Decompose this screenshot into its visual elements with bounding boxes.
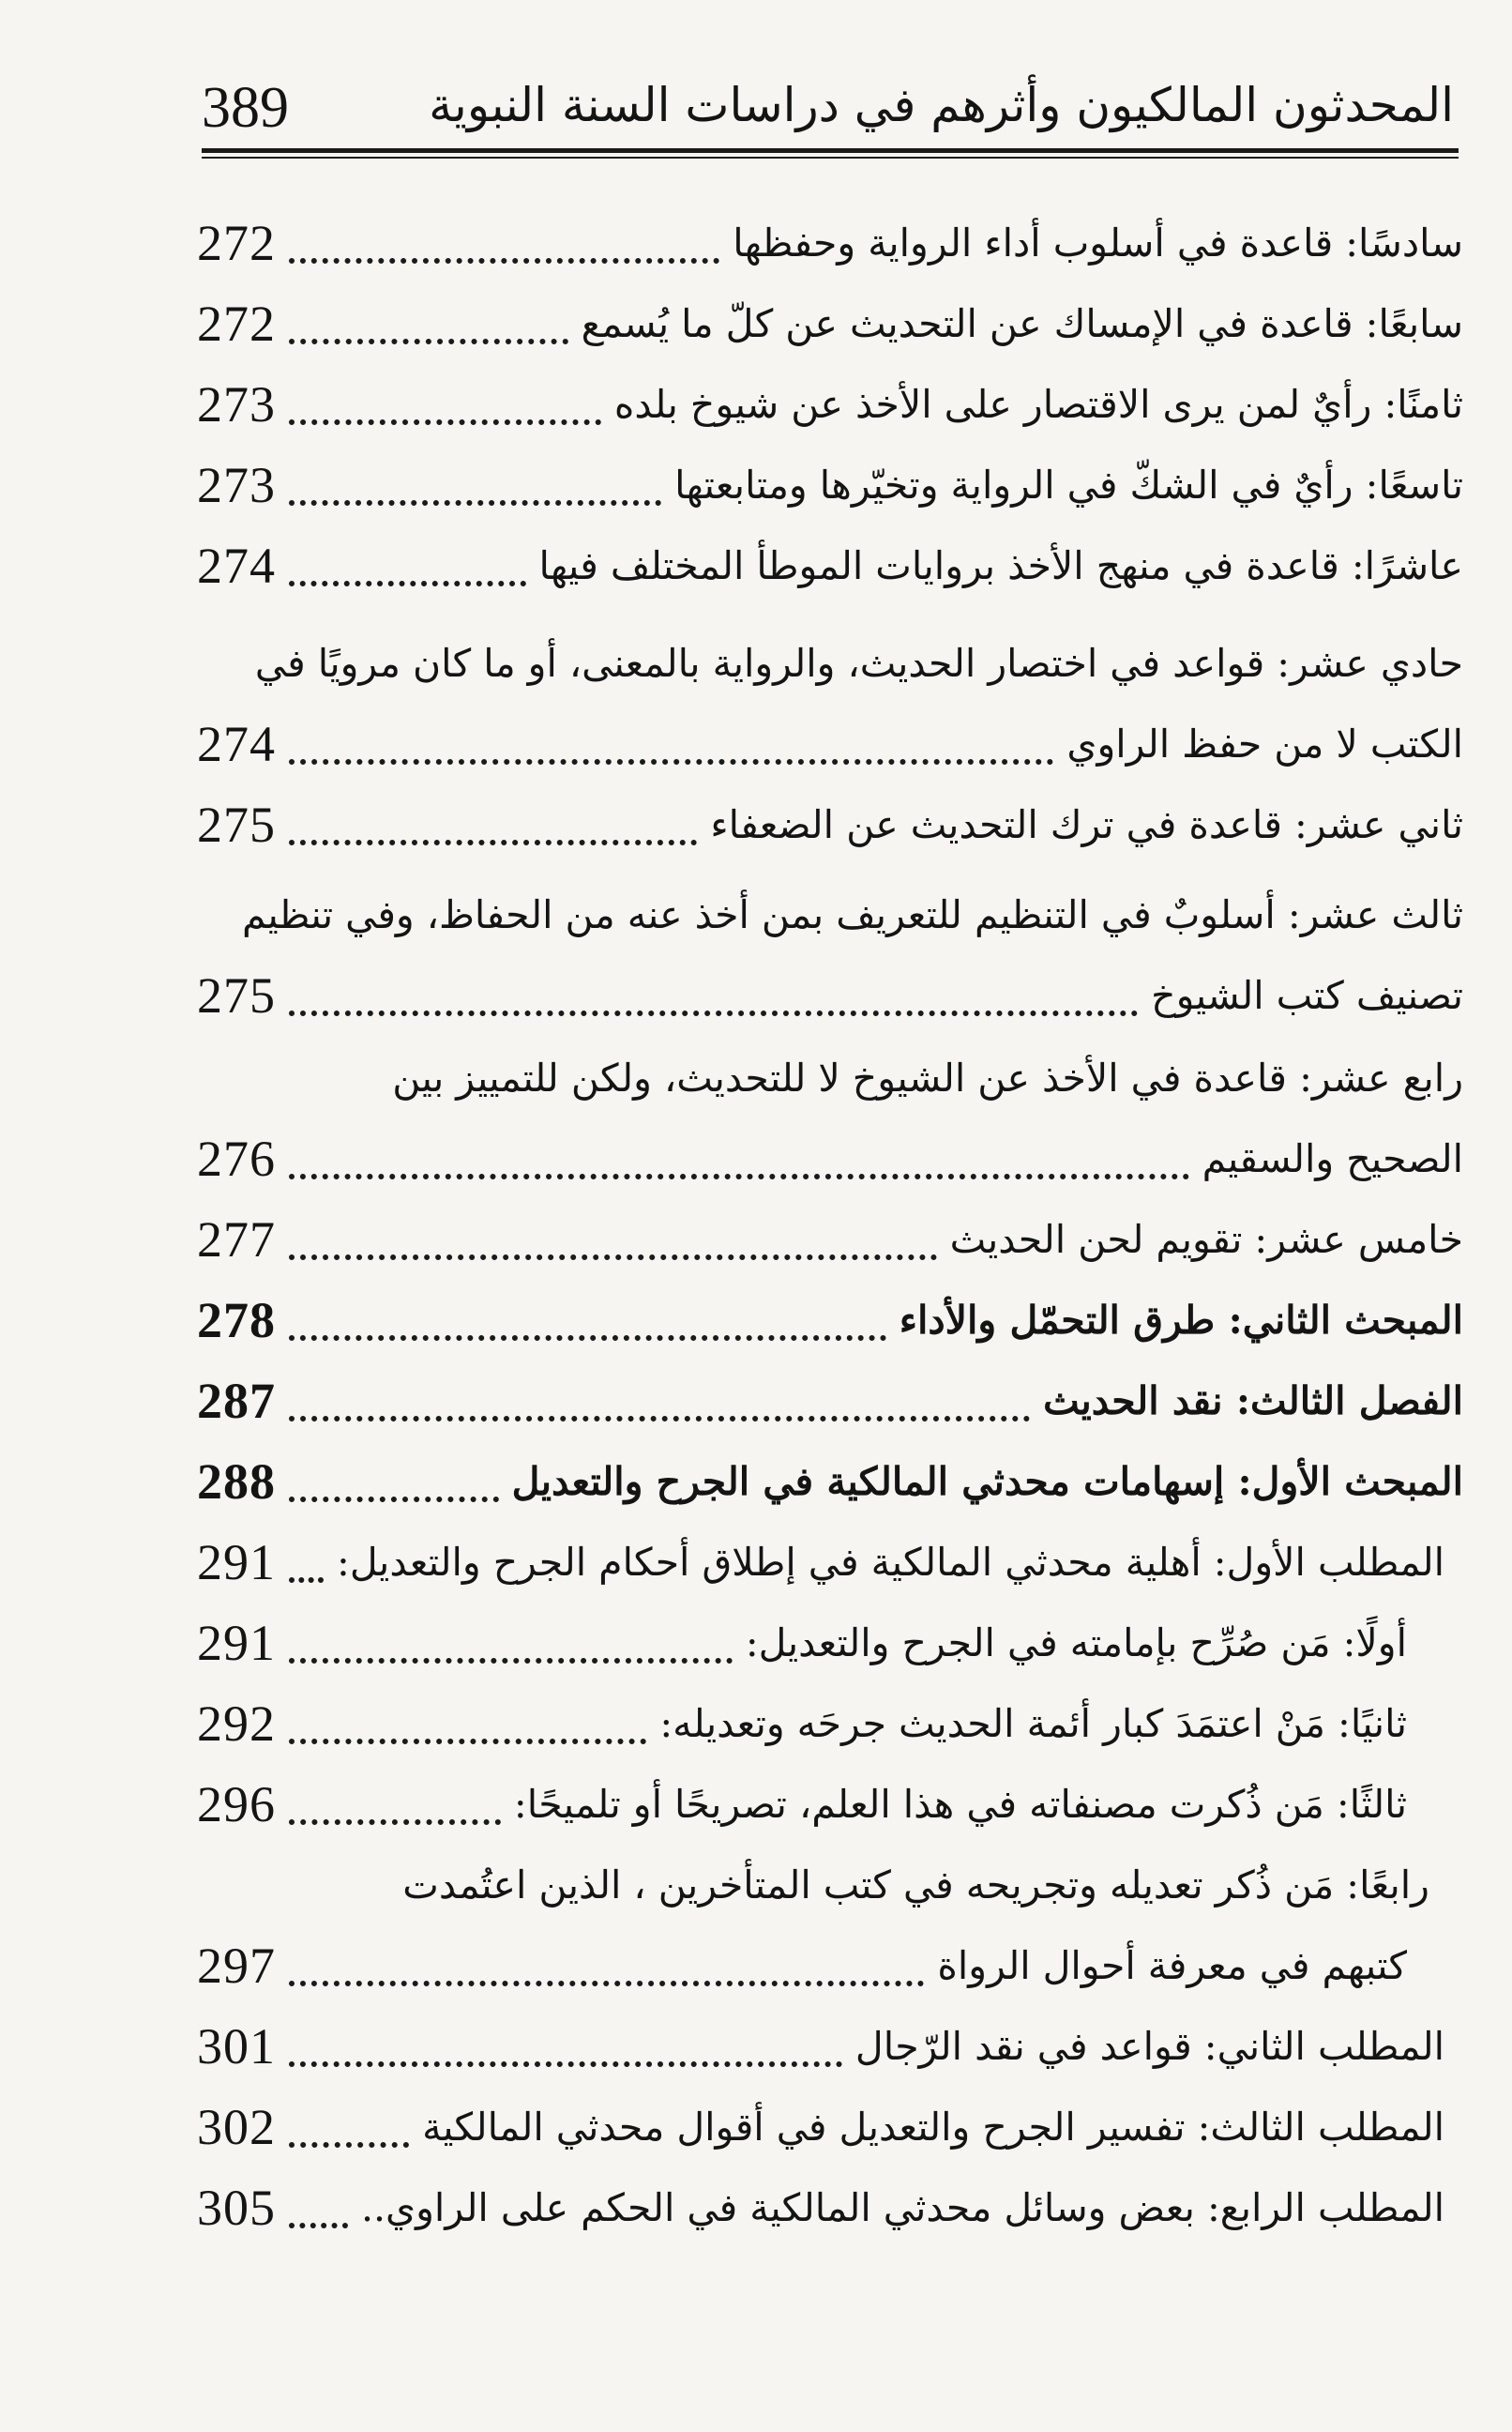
toc-entry-page: 274: [197, 716, 276, 772]
toc-entry: [197, 1522, 1444, 1603]
toc-entry-title: سادسًا: قاعدة في أسلوب أداء الرواية وحفظها: [733, 220, 1463, 266]
dot-leader: [289, 1487, 499, 1502]
dot-leader: [289, 571, 526, 586]
toc-entry-page: 301: [197, 2018, 276, 2075]
dot-leader: [289, 2213, 348, 2228]
toc-entry-page: 273: [197, 457, 276, 513]
dot-leader: [289, 1001, 1138, 1016]
toc-entry-title: ثانيًا: مَنْ اعتمَدَ كبار أئمة الحديث جرحَه وتعديله:: [659, 1701, 1407, 1746]
dot-leader: [289, 1810, 501, 1825]
toc-entry-title: أولًا: مَن صُرِّح بإمامته في الجرح والتعديل:: [745, 1620, 1407, 1665]
toc-entry-title: المطلب الثالث: تفسير الجرح والتعديل في أقوال محدثي المالكية: [422, 2105, 1444, 2150]
toc-entry-page: 296: [197, 1776, 276, 1832]
toc-entry-title: ثامنًا: رأيٌ لمن يرى الاقتصار على الأخذ عن شيوخ بلده: [613, 382, 1463, 427]
toc-entry-title: خامس عشر: تقويم لحن الحديث: [949, 1217, 1463, 1262]
toc-entry: [197, 2167, 1444, 2248]
toc-entry: [197, 2006, 1444, 2087]
toc-entry: [197, 1199, 1463, 1280]
running-title: المحدثون المالكيون وأثرهم في دراسات السنة النبوية: [429, 78, 1454, 132]
toc-entry-page: 276: [197, 1131, 276, 1187]
toc-entry-page: 275: [197, 797, 276, 853]
toc-entry: [197, 525, 1463, 606]
toc-entry-page: 288: [197, 1453, 276, 1510]
toc-chapter-entry: [197, 1360, 1463, 1441]
dot-leader: [289, 1245, 937, 1260]
dot-leader: [289, 1164, 1189, 1179]
toc-entry: [197, 1764, 1407, 1845]
toc-entry: [197, 955, 1463, 1036]
toc-entry-first-line: حادي عشر: قواعد في اختصار الحديث، والرواية بالمعنى، أو ما كان مرويًا في: [254, 641, 1463, 686]
toc-entry-first-line: رابع عشر: قاعدة في الأخذ عن الشيوخ لا للتحديث، ولكن للتمييز بين: [392, 1056, 1463, 1101]
dot-leader: [289, 1649, 733, 1664]
dot-leader: [289, 2133, 409, 2148]
dot-leader: [289, 1406, 1030, 1421]
toc-entry-page: 305: [197, 2180, 276, 2236]
toc-section-entry: [197, 1280, 1463, 1360]
toc-entry-title: كتبهم في معرفة أحوال الرواة: [937, 1943, 1407, 1988]
toc-entry: [197, 1925, 1407, 2006]
toc-section-entry: [197, 1441, 1463, 1522]
toc-entry-title: تصنيف كتب الشيوخ: [1151, 973, 1463, 1018]
dot-leader: [289, 1729, 646, 1744]
toc-entry: [197, 704, 1463, 784]
toc-entry-page: 274: [197, 538, 276, 594]
toc-entry-title: تاسعًا: رأيٌ في الشكّ في الرواية وتخيّرها ومتابعتها: [674, 463, 1463, 508]
toc-entry-page: 287: [197, 1373, 276, 1429]
toc-entry-page: 302: [197, 2099, 276, 2155]
toc-entry-title: ثاني عشر: قاعدة في ترك التحديث عن الضعفاء: [710, 802, 1463, 847]
toc-entry-page: 277: [197, 1211, 276, 1268]
header-rule: [202, 148, 1459, 153]
toc-entry-title: الكتب لا من حفظ الراوي: [1066, 722, 1463, 767]
toc-entry-title: المطلب الثاني: قواعد في نقد الرّجال: [854, 2024, 1444, 2069]
toc-entry-page: 275: [197, 967, 276, 1024]
toc-entry-page: 291: [197, 1615, 276, 1671]
dot-leader: [289, 2052, 842, 2067]
dot-leader: [289, 329, 568, 344]
toc-entry-title: المطلب الأول: أهلية محدثي المالكية في إطلاق أحكام الجرح والتعديل:: [337, 1540, 1444, 1585]
toc-entry-page: 272: [197, 215, 276, 271]
toc-entry-first-line: رابعًا: مَن ذُكر تعديله وتجريحه في كتب المتأخرين ، الذين اعتُمدت: [402, 1862, 1429, 1908]
toc-entry-page: 278: [197, 1292, 276, 1348]
dot-leader: [289, 750, 1053, 765]
toc-entry-page: 292: [197, 1695, 276, 1752]
toc-entry-title: سابعًا: قاعدة في الإمساك عن التحديث عن كلّ ما يُسمع: [581, 301, 1463, 346]
toc-entry: [197, 364, 1463, 445]
dot-leader: [289, 830, 697, 845]
dot-leader: [289, 1326, 886, 1341]
page-header: [202, 66, 1454, 160]
dot-leader: [289, 410, 601, 425]
toc-entry: [197, 445, 1463, 525]
toc-entry: [197, 1603, 1407, 1683]
dot-leader: [289, 1568, 324, 1583]
toc-entry: [197, 203, 1463, 283]
toc-entry-page: 272: [197, 296, 276, 352]
toc-entry-title: عاشرًا: قاعدة في منهج الأخذ بروايات الموطأ المختلف فيها: [538, 543, 1463, 588]
toc-entry-title: الفصل الثالث: نقد الحديث: [1043, 1378, 1463, 1423]
toc-entry-first-line: ثالث عشر: أسلوبٌ في التنظيم للتعريف بمن أخذ عنه من الحفاظ، وفي تنظيم: [242, 892, 1463, 937]
toc-entry: [197, 1118, 1463, 1199]
toc-entry: [197, 2087, 1444, 2167]
dot-leader: [289, 491, 661, 506]
toc-entry: [197, 283, 1463, 364]
toc-entry-page: 273: [197, 376, 276, 433]
toc-entry-title: المبحث الثاني: طرق التحمّل والأداء: [899, 1298, 1463, 1343]
toc-entry: [197, 1683, 1407, 1764]
toc-entry-title: المطلب الرابع: بعض وسائل محدثي المالكية في الحكم على الراوي..: [360, 2185, 1444, 2230]
toc-entry-page: 297: [197, 1938, 276, 1994]
toc-entry-page: 291: [197, 1534, 276, 1590]
header-rule-thin: [202, 157, 1459, 159]
toc-entry-title: المبحث الأول: إسهامات محدثي المالكية في الجرح والتعديل: [511, 1459, 1463, 1504]
toc-entry: [197, 784, 1463, 865]
toc-entry-title: الصحيح والسقيم: [1202, 1136, 1463, 1181]
dot-leader: [289, 249, 719, 264]
dot-leader: [289, 1971, 924, 1986]
toc-entry-title: ثالثًا: مَن ذُكرت مصنفاته في هذا العلم، تصريحًا أو تلميحًا:: [513, 1782, 1407, 1827]
page-number: 389: [202, 76, 289, 140]
